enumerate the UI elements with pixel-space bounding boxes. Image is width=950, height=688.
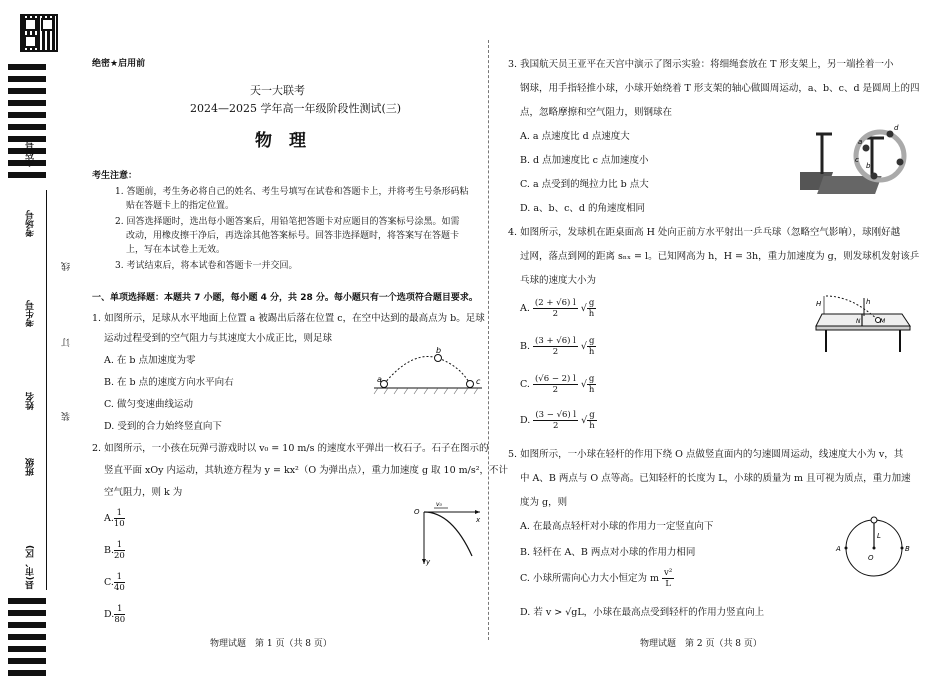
notice-line-1: 1. 答题前，考生务必将自己的姓名、考生号填写在试卷和答题卡上，并将考生号条形码粘: [115, 187, 469, 197]
q3-stem-1: 3. 我国航天员王亚平在天宫中演示了图示实验：将细绳套放在 T 形支架上，另一端拴着一小: [508, 59, 894, 70]
section-heading: 一、单项选择题：本题共 7 小题，每小题 4 分，共 28 分。每小题只有一个选项符合题目要求。: [92, 293, 478, 303]
q3-stem-2: 钢球，用手指轻推小球，小球开始绕着 T 形支架的轴心做圆周运动，a、b、c、d 是圆周上的四: [520, 83, 920, 94]
notice-line-6: 3. 考试结束后，将本试卷和答题卡一并交回。: [115, 261, 298, 271]
q4-fig-label-H: H: [816, 300, 822, 308]
q5-option-d: D. 若 v > √gL，小球在最高点受到轻杆的作用力竖直向上: [520, 607, 765, 618]
q5-option-b: B. 轻杆在 A、B 两点对小球的作用力相同: [520, 547, 696, 558]
binding-label-id: 考生号: [26, 300, 36, 327]
q4-stem-1: 4. 如图所示，发球机在距桌面高 H 处向正前方水平射出一乒乓球（忽略空气影响），球刚好越: [508, 227, 901, 238]
notice-line-2: 贴在答题卡上的指定位置。: [126, 201, 235, 211]
cutline-xian: 线: [62, 262, 72, 271]
notice-line-5: 上，写在本试卷上无效。: [126, 245, 226, 255]
org-title: 天一大联考: [250, 84, 305, 97]
secret-label: 绝密★启用前: [92, 59, 146, 69]
exam-title: 2024—2025 学年高一年级阶段性测试(三): [190, 102, 402, 115]
q3-option-d: D. a、b、c、d 的角速度相同: [520, 203, 645, 214]
q2-stem-1: 2. 如图所示，一小孩在玩弹弓游戏时以 v₀ = 10 m/s 的速度水平弹出一枚石子。石子在图示的: [92, 443, 489, 454]
q2-stem-3: 空气阻力，则 k 为: [104, 487, 183, 498]
q1-stem-2: 运动过程受到的空气阻力与其速度大小成正比，则足球: [104, 333, 333, 344]
q3-option-a: A. a 点速度比 d 点速度大: [520, 131, 630, 142]
q4-stem-3: 乓球的速度大小为: [520, 275, 597, 286]
q5-stem-3: 度为 g，则: [520, 497, 568, 508]
binding-label-name: 姓名: [26, 392, 36, 410]
q5-figure: [834, 514, 912, 584]
q4-stem-2: 过网，落点到网的距离 sₙₓ = l。已知网高为 h，H = 3h，重力加速度为 g，则发球机发射该乒: [520, 251, 920, 262]
notice-line-4: 改动，用橡皮擦干净后，再选涂其他答案标号。回答非选择题时，将答案写在答题卡: [126, 231, 460, 241]
notice-title: 考生注意：: [92, 171, 138, 181]
q3-figure: [800, 120, 910, 200]
q4-option-d: D. $\frac{(3 - √6) l}{2}$ √ $\frac{g}{h}$: [520, 410, 595, 431]
q4-fig-label-m: M: [880, 318, 886, 325]
q5-fig-label-o: O: [868, 554, 874, 562]
q5-fig-label-a: A: [836, 545, 841, 553]
q2-option-b: B. $\frac{1}{20}$: [104, 540, 125, 561]
q3-option-c: C. a 点受到的绳拉力比 b 点大: [520, 179, 649, 190]
q4-option-a: A. $\frac{(2 + √6) l}{2}$ √ $\frac{g}{h}$: [520, 298, 595, 319]
q1-figure: [372, 346, 484, 398]
q5-stem-1: 5. 如图所示，一小球在轻杆的作用下绕 O 点做竖直面内的匀速圆周运动，线速度大小为 v，其: [508, 449, 904, 460]
qr-code: [20, 14, 58, 52]
q4-fig-label-n: N: [856, 318, 861, 325]
q3-fig-label-b: b: [866, 162, 871, 170]
q3-fig-label-d: d: [894, 124, 899, 132]
notice-line-3: 2. 回答选择题时，选出每小题答案后，用铅笔把答题卡对应题目的答案标号涂黑。如需: [115, 217, 460, 227]
q1-fig-label-a: a: [377, 375, 382, 384]
q1-fig-label-c: c: [476, 377, 481, 386]
q1-option-b: B. 在 b 点的速度方向水平向右: [104, 377, 234, 388]
q2-option-d: D. $\frac{1}{80}$: [104, 604, 126, 625]
q2-option-a: A. $\frac{1}{10}$: [104, 508, 125, 529]
q5-fig-label-l: L: [877, 532, 881, 540]
q3-stem-3: 点，忽略摩擦和空气阻力，则钢球在: [520, 107, 673, 118]
q3-fig-label-a: a: [858, 138, 863, 146]
q4-fig-label-h: h: [866, 298, 871, 306]
subject-title: 物 理: [255, 131, 306, 151]
q1-stem-1: 1. 如图所示，足球从水平地面上位置 a 被踢出后落在位置 c，在空中达到的最高点为 b。足球: [92, 313, 485, 324]
q2-figure: [412, 500, 484, 568]
q3-fig-label-c: c: [855, 156, 859, 164]
barcode-stripes-bottom: [8, 598, 46, 682]
q1-option-c: C. 做匀变速曲线运动: [104, 399, 193, 410]
q4-figure: [812, 292, 912, 354]
q5-fig-label-b: B: [905, 545, 910, 553]
cutline-zhuang: 装: [62, 412, 72, 421]
footer-right: 物理试题 第 2 页（共 8 页）: [640, 639, 762, 649]
binding-label-class: 班级: [26, 458, 36, 476]
q5-option-c: C. 小球所需向心力大小恒定为 m $\frac{\text{v²}}{L}$: [520, 568, 673, 589]
q2-fig-label-v0: v₀: [436, 501, 442, 508]
q1-option-a: A. 在 b 点加速度为零: [104, 355, 196, 366]
binding-label-county: 县(市、区): [26, 545, 36, 590]
q2-fig-label-y: y: [426, 558, 431, 566]
cutline-ding: 订: [62, 338, 72, 347]
q5-stem-2: 中 A、B 两点与 O 点等高。已知轻杆的长度为 L，小球的质量为 m 且可视为质点，重力加速: [520, 473, 911, 484]
q2-option-c: C. $\frac{1}{40}$: [104, 572, 125, 593]
q2-fig-label-x: x: [476, 516, 481, 524]
q4-option-c: C. $\frac{(√6 - 2) l}{2}$ √ $\frac{g}{h}$: [520, 374, 595, 395]
q3-option-b: B. d 点加速度比 c 点加速度小: [520, 155, 649, 166]
footer-left: 物理试题 第 1 页（共 8 页）: [210, 639, 332, 649]
q1-option-d: D. 受到的合力始终竖直向下: [104, 421, 222, 432]
q2-fig-label-o: O: [414, 508, 420, 516]
binding-line: [46, 190, 47, 590]
page-divider: [488, 40, 489, 640]
q5-option-a: A. 在最高点轻杆对小球的作用力一定竖直向下: [520, 521, 714, 532]
binding-strip: [0, 0, 72, 688]
q4-option-b: B. $\frac{(3 + √6) l}{2}$ √ $\frac{g}{h}$: [520, 336, 595, 357]
binding-label-seat: 座位号: [26, 140, 36, 167]
q2-stem-2: 竖直平面 xOy 内运动，其轨迹方程为 y = kx²（O 为弹出点），重力加速度 g 取 10 m/s²，不计: [104, 465, 509, 476]
binding-label-room: 考场号: [26, 210, 36, 237]
q1-fig-label-b: b: [436, 346, 442, 355]
